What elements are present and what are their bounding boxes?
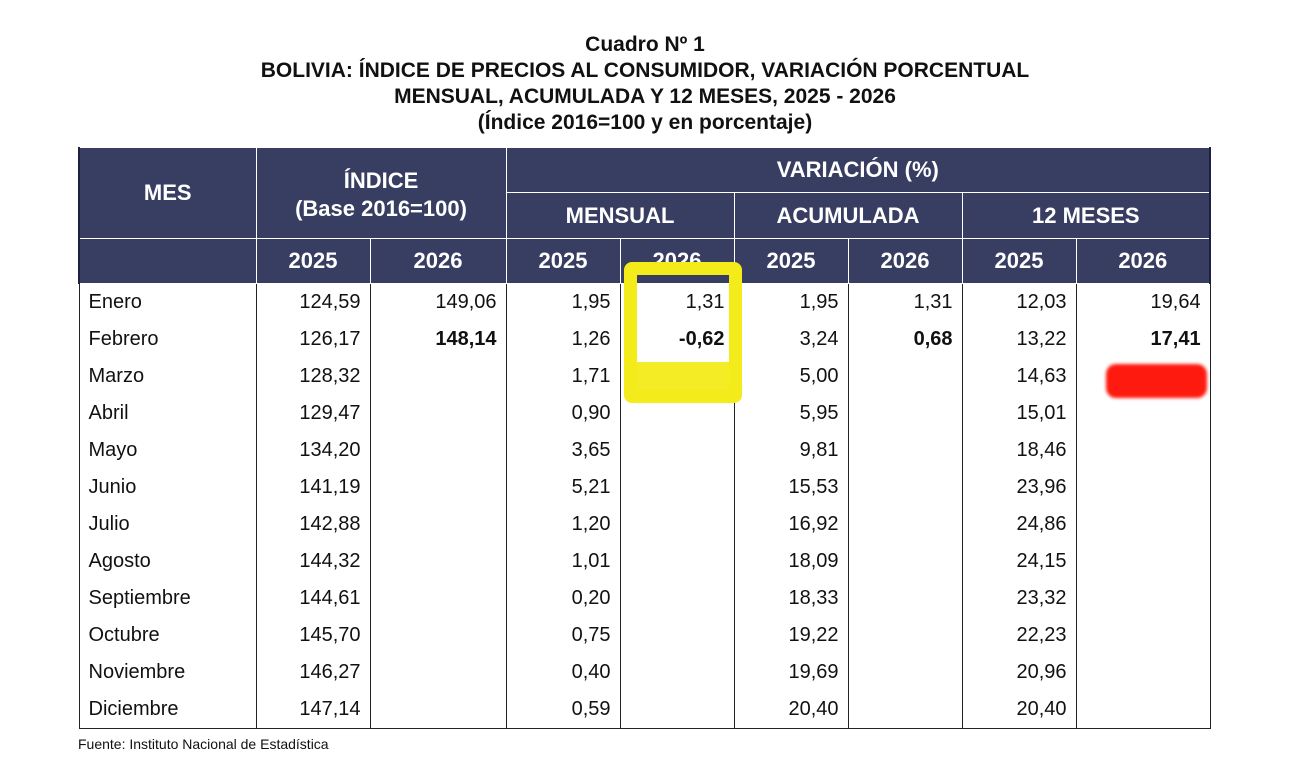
cpi-table [78, 147, 1211, 729]
table-row [79, 432, 1210, 469]
title-line-1: Cuadro Nº 1 [585, 33, 705, 56]
value-cell: 20,96 [962, 654, 1076, 691]
value-cell [620, 691, 734, 729]
value-cell: 23,96 [962, 469, 1076, 506]
value-cell [1076, 358, 1210, 395]
value-cell: 14,63 [962, 358, 1076, 395]
value-cell: 124,59 [256, 284, 370, 322]
table-row [79, 469, 1210, 506]
table-row [79, 543, 1210, 580]
value-cell: 1,71 [506, 358, 620, 395]
table-row [79, 691, 1210, 729]
table-row [79, 580, 1210, 617]
value-cell [370, 617, 506, 654]
value-cell: 129,47 [256, 395, 370, 432]
value-cell: 142,88 [256, 506, 370, 543]
value-cell: 12,03 [962, 284, 1076, 322]
value-cell: 18,33 [734, 580, 848, 617]
value-cell: 1,20 [506, 506, 620, 543]
value-cell: 1,31 [848, 284, 962, 322]
value-cell: 19,69 [734, 654, 848, 691]
header-indice-label: ÍNDICE [343, 168, 419, 193]
value-cell: 134,20 [256, 432, 370, 469]
value-cell: 5,21 [506, 469, 620, 506]
value-cell [620, 617, 734, 654]
header-indice-sub: (Base 2016=100) [295, 196, 467, 221]
value-cell: 141,19 [256, 469, 370, 506]
month-cell: Diciembre [79, 691, 256, 729]
value-cell: 22,23 [962, 617, 1076, 654]
value-cell [620, 469, 734, 506]
table-row [79, 654, 1210, 691]
value-cell: 0,20 [506, 580, 620, 617]
value-cell: 24,86 [962, 506, 1076, 543]
value-cell [370, 654, 506, 691]
title-line-4: (Índice 2016=100 y en porcentaje) [477, 111, 813, 134]
value-cell [1076, 691, 1210, 729]
table-row [79, 358, 1210, 395]
header-acumulada: ACUMULADA [734, 193, 962, 239]
header-year: 2025 [962, 239, 1076, 284]
value-cell [848, 358, 962, 395]
value-cell [848, 432, 962, 469]
value-cell: 24,15 [962, 543, 1076, 580]
value-cell [620, 432, 734, 469]
value-cell: 145,70 [256, 617, 370, 654]
header-year: 2026 [370, 239, 506, 284]
header-variacion: VARIACIÓN (%) [506, 148, 1210, 193]
value-cell [620, 580, 734, 617]
title-line-3: MENSUAL, ACUMULADA Y 12 MESES, 2025 - 2026 [394, 85, 896, 108]
value-cell [1076, 432, 1210, 469]
value-cell: 0,75 [506, 617, 620, 654]
value-cell [370, 395, 506, 432]
value-cell [370, 358, 506, 395]
value-cell [1076, 469, 1210, 506]
value-cell: 15,01 [962, 395, 1076, 432]
value-cell: 1,26 [506, 321, 620, 358]
table-title [0, 32, 1290, 136]
value-cell [370, 543, 506, 580]
value-cell: 17,41 [1076, 321, 1210, 358]
table-row [79, 506, 1210, 543]
value-cell [370, 580, 506, 617]
header-indice [256, 148, 506, 239]
value-cell: 16,92 [734, 506, 848, 543]
value-cell: 149,06 [370, 284, 506, 322]
value-cell [848, 469, 962, 506]
value-cell [370, 506, 506, 543]
value-cell [620, 543, 734, 580]
value-cell: 0,40 [506, 654, 620, 691]
header-year: 2026 [620, 239, 734, 284]
value-cell [620, 654, 734, 691]
header-mensual: MENSUAL [506, 193, 734, 239]
value-cell: 146,27 [256, 654, 370, 691]
value-cell [848, 543, 962, 580]
header-year: 2025 [734, 239, 848, 284]
value-cell [1076, 395, 1210, 432]
header-year: 2026 [848, 239, 962, 284]
month-cell: Marzo [79, 358, 256, 395]
header-mes-spacer [79, 239, 256, 284]
value-cell: 3,65 [506, 432, 620, 469]
value-cell [1076, 654, 1210, 691]
value-cell: 1,31 [620, 284, 734, 322]
value-cell: 1,01 [506, 543, 620, 580]
month-cell: Mayo [79, 432, 256, 469]
month-cell: Abril [79, 395, 256, 432]
header-year: 2026 [1076, 239, 1210, 284]
header-mes: MES [79, 148, 256, 239]
value-cell [370, 469, 506, 506]
value-cell: 144,61 [256, 580, 370, 617]
value-cell [848, 654, 962, 691]
header-year: 2025 [256, 239, 370, 284]
value-cell [620, 506, 734, 543]
source-note: Fuente: Instituto Nacional de Estadística [78, 736, 329, 752]
value-cell: 15,53 [734, 469, 848, 506]
value-cell [848, 580, 962, 617]
value-cell [370, 432, 506, 469]
value-cell: 20,40 [734, 691, 848, 729]
table-row [79, 395, 1210, 432]
value-cell: 1,95 [734, 284, 848, 322]
table-row [79, 617, 1210, 654]
value-cell [1076, 506, 1210, 543]
month-cell: Agosto [79, 543, 256, 580]
value-cell [848, 691, 962, 729]
value-cell: 19,64 [1076, 284, 1210, 322]
title-line-2: BOLIVIA: ÍNDICE DE PRECIOS AL CONSUMIDOR, VARIACIÓN PORCENTUAL [260, 59, 1030, 82]
value-cell [620, 395, 734, 432]
value-cell: 3,24 [734, 321, 848, 358]
value-cell: 147,14 [256, 691, 370, 729]
value-cell [848, 617, 962, 654]
month-cell: Febrero [79, 321, 256, 358]
table-row [79, 321, 1210, 358]
month-cell: Julio [79, 506, 256, 543]
value-cell: 0,59 [506, 691, 620, 729]
value-cell [370, 691, 506, 729]
table-row [79, 284, 1210, 322]
header-year: 2025 [506, 239, 620, 284]
value-cell: 5,95 [734, 395, 848, 432]
value-cell: 18,09 [734, 543, 848, 580]
value-cell: 0,90 [506, 395, 620, 432]
value-cell: 13,22 [962, 321, 1076, 358]
header-12-meses: 12 MESES [962, 193, 1210, 239]
month-cell: Octubre [79, 617, 256, 654]
month-cell: Septiembre [79, 580, 256, 617]
value-cell [1076, 617, 1210, 654]
value-cell: -0,62 [620, 321, 734, 358]
month-cell: Noviembre [79, 654, 256, 691]
value-cell: 19,22 [734, 617, 848, 654]
value-cell: 0,68 [848, 321, 962, 358]
value-cell [620, 358, 734, 395]
value-cell: 23,32 [962, 580, 1076, 617]
month-cell: Enero [79, 284, 256, 322]
value-cell: 20,40 [962, 691, 1076, 729]
value-cell: 9,81 [734, 432, 848, 469]
value-cell: 5,00 [734, 358, 848, 395]
value-cell [848, 506, 962, 543]
value-cell: 148,14 [370, 321, 506, 358]
value-cell: 126,17 [256, 321, 370, 358]
value-cell: 18,46 [962, 432, 1076, 469]
value-cell: 144,32 [256, 543, 370, 580]
value-cell: 128,32 [256, 358, 370, 395]
value-cell [1076, 580, 1210, 617]
value-cell: 1,95 [506, 284, 620, 322]
value-cell [848, 395, 962, 432]
month-cell: Junio [79, 469, 256, 506]
value-cell [1076, 543, 1210, 580]
